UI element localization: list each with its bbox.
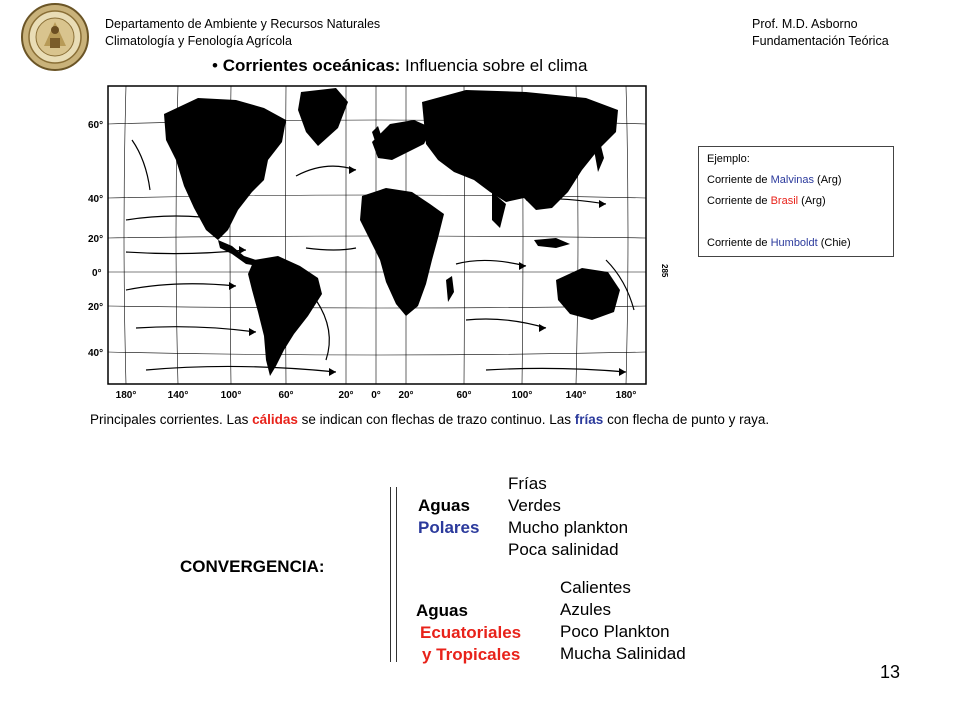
convergence-label: CONVERGENCIA: xyxy=(180,557,325,576)
caption-cold: frías xyxy=(574,412,604,427)
lon-label: 0° xyxy=(371,390,381,401)
title-bullet: • xyxy=(212,56,218,75)
example-item-humboldt: Corriente de Humboldt (Chie) xyxy=(707,237,851,249)
page-ref: 285 xyxy=(660,264,669,278)
header-section: Fundamentación Teórica xyxy=(752,34,889,48)
lon-label: 100° xyxy=(220,390,242,401)
polar-trait: Frías xyxy=(508,474,547,493)
tropical-trait: Mucha Salinidad xyxy=(560,644,686,663)
header-professor: Prof. M.D. Asborno xyxy=(752,17,858,31)
lon-label: 60° xyxy=(456,390,472,401)
polar-label-polares: Polares xyxy=(418,518,480,537)
ocean-currents-map xyxy=(86,80,676,404)
bracket-line-right xyxy=(396,487,397,662)
lat-label: 0° xyxy=(92,268,102,279)
example-box xyxy=(698,146,894,257)
tropical-trait: Poco Plankton xyxy=(560,622,670,641)
lat-label: 40° xyxy=(88,348,104,359)
lon-label: 140° xyxy=(167,390,189,401)
header-department: Departamento de Ambiente y Recursos Naturales xyxy=(105,17,381,31)
current-name-brasil: Brasil xyxy=(770,195,799,207)
tropical-label-aguas: Aguas xyxy=(416,601,468,620)
tropical-label-ecuatoriales: Ecuatoriales xyxy=(420,623,522,642)
lon-label: 20° xyxy=(338,390,354,401)
current-name-humboldt: Humboldt xyxy=(770,237,818,249)
caption-warm: cálidas xyxy=(252,412,298,427)
lat-label: 60° xyxy=(88,120,104,131)
title-bold: Corrientes oceánicas: xyxy=(222,56,401,75)
lon-label: 180° xyxy=(115,390,137,401)
lat-label: 20° xyxy=(88,302,104,313)
polar-trait: Poca salinidad xyxy=(508,540,619,559)
lon-label: 100° xyxy=(511,390,533,401)
example-item-malvinas: Corriente de Malvinas (Arg) xyxy=(707,174,842,186)
slide-title xyxy=(212,56,587,76)
example-item-brasil: Corriente de Brasil (Arg) xyxy=(707,195,826,207)
tropical-traits xyxy=(560,577,686,665)
polar-trait: Mucho plankton xyxy=(508,518,629,537)
lon-label: 140° xyxy=(565,390,587,401)
polar-traits xyxy=(508,473,628,561)
lon-label: 60° xyxy=(278,390,294,401)
map-caption: Principales corrientes. Las cálidas se indican con flechas de trazo continuo. Las frías con flecha de punto y raya. xyxy=(90,412,770,427)
lat-label: 40° xyxy=(88,194,104,205)
title-rest: Influencia sobre el clima xyxy=(400,56,588,75)
example-heading: Ejemplo: xyxy=(707,153,750,165)
current-name-malvinas: Malvinas xyxy=(770,174,814,186)
tropical-label-tropicales: y Tropicales xyxy=(422,645,521,664)
lon-label: 180° xyxy=(615,390,637,401)
lon-label: 20° xyxy=(398,390,414,401)
lat-label: 20° xyxy=(88,234,104,245)
tropical-trait: Calientes xyxy=(560,578,631,597)
bracket-line-left xyxy=(390,487,391,662)
header-course: Climatología y Fenología Agrícola xyxy=(105,34,292,48)
university-seal-logo xyxy=(20,2,90,72)
tropical-trait: Azules xyxy=(560,600,612,619)
page-number: 13 xyxy=(880,662,901,682)
polar-label-aguas: Aguas xyxy=(418,496,470,515)
polar-trait: Verdes xyxy=(508,496,561,515)
